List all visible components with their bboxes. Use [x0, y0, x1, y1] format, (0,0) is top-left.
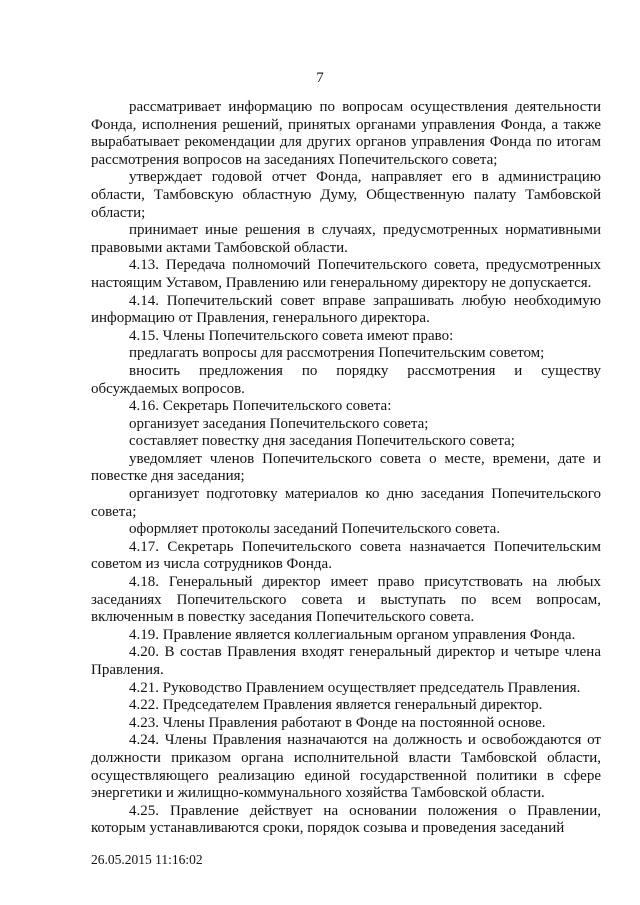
paragraph-review-information: рассматривает информацию по вопросам осуществления деятельности Фонда, исполнения решений, принятых органами управления Фонда, а также вырабатывает рекомендации для других органов управления Фонда по итогам рассмотрения вопросов на заседаниях Попечительского совета; — [91, 99, 601, 168]
paragraph-approve-report: утверждает годовой отчет Фонда, направляет его в администрацию области, Тамбовскую областную Думу, Общественную палату Тамбовской области; — [91, 169, 601, 221]
document-body — [91, 99, 601, 838]
paragraph-prepare-materials: организует подготовку материалов ко дню заседания Попечительского совета; — [91, 486, 601, 520]
paragraph-4-22: 4.22. Председателем Правления является генеральный директор. — [129, 697, 543, 714]
paragraph-4-19: 4.19. Правление является коллегиальным органом управления Фонда. — [129, 626, 576, 643]
paragraph-4-20: 4.20. В состав Правления входят генеральный директор и четыре члена Правления. — [91, 644, 601, 678]
paragraph-4-16: 4.16. Секретарь Попечительского совета: — [129, 398, 392, 415]
paragraph-4-23: 4.23. Члены Правления работают в Фонде на постоянной основе. — [129, 714, 546, 731]
paragraph-propose-questions: предлагать вопросы для рассмотрения Попечительским советом; — [129, 345, 545, 362]
paragraph-notify-members: уведомляет членов Попечительского совета о месте, времени, дате и повестке дня заседания; — [91, 450, 601, 485]
paragraph-organize-meetings: организует заседания Попечительского совета; — [129, 415, 429, 432]
paragraph-4-24: 4.24. Члены Правления назначаются на должность и освобождаются от должности приказом органа исполнительной власти Тамбовской области, осуществляющего реализацию единой государственной политики в сфере энергетики и жилищно-коммунального хозяйства Тамбовской области. — [91, 732, 601, 802]
paragraph-compose-agenda: составляет повестку дня заседания Попечительского совета; — [129, 433, 515, 450]
paragraph-draft-minutes: оформляет протоколы заседаний Попечительского совета. — [129, 521, 501, 538]
paragraph-4-15: 4.15. Члены Попечительского совета имеют право: — [129, 327, 454, 344]
paragraph-4-18: 4.18. Генеральный директор имеет право присутствовать на любых заседаниях Попечительского совета и выступать по всем вопросам, включенным в повестку заседания Попечительского совета. — [91, 574, 601, 626]
paragraph-4-14: 4.14. Попечительский совет вправе запрашивать любую необходимую информацию от Правления, генерального директора. — [91, 292, 601, 327]
paragraph-other-decisions: принимает иные решения в случаях, предусмотренных нормативными правовыми актами Тамбовской области. — [91, 222, 601, 256]
page-number: 7 — [316, 70, 324, 86]
footer-timestamp: 26.05.2015 11:16:02 — [91, 852, 203, 867]
paragraph-4-25: 4.25. Правление действует на основании положения о Правлении, которым устанавливаются сроки, порядок созыва и проведения заседаний — [91, 802, 601, 837]
paragraph-make-proposals: вносить предложения по порядку рассмотрения и существу обсуждаемых вопросов. — [91, 362, 601, 397]
paragraph-4-17: 4.17. Секретарь Попечительского совета назначается Попечительским советом из числа сотрудников Фонда. — [91, 538, 601, 573]
paragraph-4-21: 4.21. Руководство Правлением осуществляет председатель Правления. — [129, 679, 581, 696]
paragraph-4-13: 4.13. Передача полномочий Попечительского совета, предусмотренных настоящим Уставом, Правлению или генеральному директору не допускается. — [91, 257, 601, 291]
